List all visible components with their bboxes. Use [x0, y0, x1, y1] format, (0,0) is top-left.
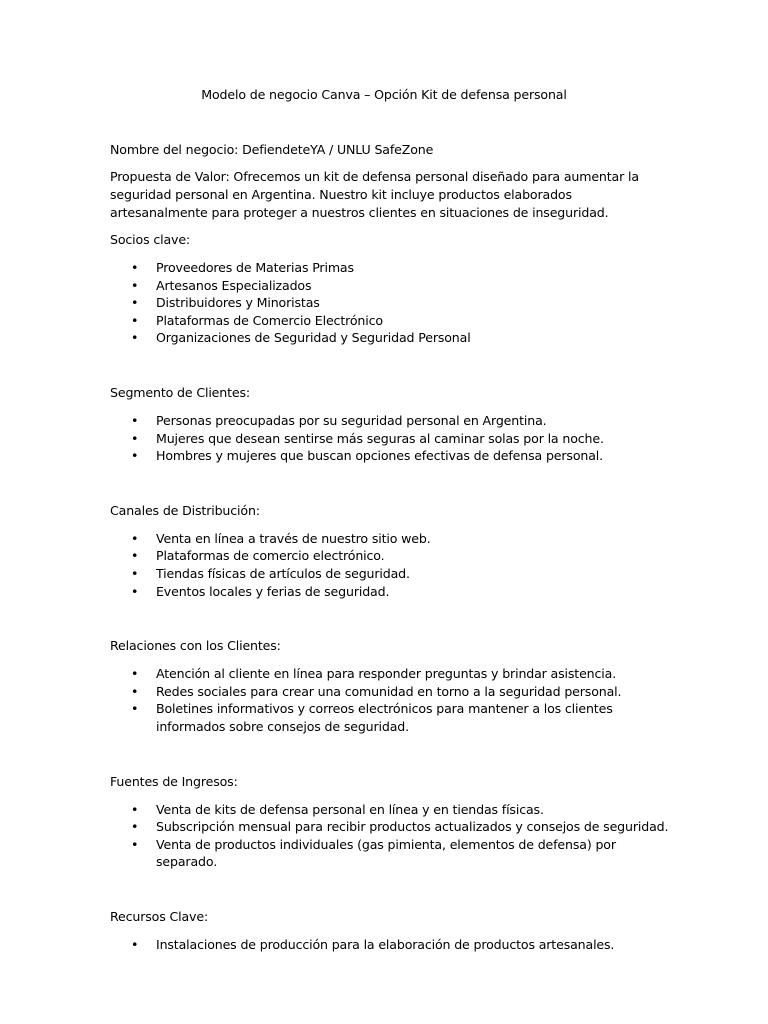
section-heading: Segmento de Clientes:	[110, 384, 250, 400]
bullet-icon: •	[131, 801, 139, 817]
list-item	[110, 447, 670, 465]
section-heading: Recursos Clave:	[110, 908, 209, 924]
list-item-text: Personas preocupadas por su seguridad personal en Argentina.	[156, 412, 547, 428]
bullet-icon: •	[131, 819, 139, 835]
list-item	[110, 565, 670, 583]
bullet-icon: •	[131, 295, 139, 311]
section	[110, 502, 670, 600]
list-item	[110, 259, 670, 277]
list-item	[110, 329, 670, 347]
list-item	[110, 547, 670, 565]
list-item-text: Eventos locales y ferias de seguridad.	[156, 583, 390, 599]
list-item-text: Venta en línea a través de nuestro sitio web.	[156, 530, 431, 546]
list-item-text: Proveedores de Materias Primas	[156, 260, 354, 275]
bullet-icon: •	[131, 548, 139, 564]
list-item-text: Atención al cliente en línea para responder preguntas y brindar asistencia.	[156, 666, 617, 682]
section-heading: Canales de Distribución:	[110, 502, 260, 518]
bullet-list	[110, 412, 670, 465]
section-heading: Relaciones con los Clientes:	[110, 638, 281, 654]
list-item	[110, 936, 670, 954]
list-item-text: Mujeres que desean sentirse más seguras al caminar solas por la noche.	[156, 430, 604, 446]
list-item-text: Hombres y mujeres que buscan opciones efectivas de defensa personal.	[156, 448, 603, 464]
list-item	[110, 818, 670, 836]
bullet-icon: •	[131, 412, 139, 428]
list-item-text: Instalaciones de producción para la elaboración de productos artesanales.	[156, 936, 615, 952]
list-item-text: Plataformas de Comercio Electrónico	[156, 312, 383, 328]
list-item-text: Organizaciones de Seguridad y Seguridad Personal	[156, 330, 471, 346]
list-item-text: Artesanos Especializados	[156, 277, 312, 293]
bullet-icon: •	[131, 277, 139, 293]
list-item	[110, 294, 670, 312]
sections-container	[110, 231, 670, 953]
list-item	[110, 801, 670, 819]
list-item	[110, 312, 670, 330]
bullet-icon: •	[131, 583, 139, 599]
list-item	[110, 530, 670, 548]
list-item-text: Venta de kits de defensa personal en línea y en tiendas físicas.	[156, 801, 544, 817]
list-item	[110, 700, 670, 735]
bullet-icon: •	[131, 683, 139, 699]
bullet-icon: •	[131, 565, 139, 581]
bullet-list	[110, 665, 670, 735]
bullet-icon: •	[131, 936, 139, 952]
list-item-text: Boletines informativos y correos electrónicos para mantener a los clientes informados sobre consejos de seguridad.	[156, 701, 613, 734]
section-heading: Socios clave:	[110, 232, 191, 247]
list-item-text: Redes sociales para crear una comunidad en torno a la seguridad personal.	[156, 683, 622, 699]
section	[110, 231, 670, 347]
list-item	[110, 665, 670, 683]
business-name: Nombre del negocio: DefiendeteYA / UNLU SafeZone	[110, 142, 434, 157]
list-item-text: Subscripción mensual para recibir productos actualizados y consejos de seguridad.	[156, 819, 669, 835]
section	[110, 908, 670, 954]
section	[110, 384, 670, 465]
value-proposition: Propuesta de Valor: Ofrecemos un kit de defensa personal diseñado para aumentar la seguridad personal en Argentina. Nuestro kit incluye productos elaborados artesanalmente para proteger a nuestros clientes en situaciones de inseguridad.	[110, 169, 639, 220]
bullet-icon: •	[131, 312, 139, 328]
bullet-icon: •	[131, 836, 139, 852]
bullet-icon: •	[131, 701, 139, 717]
list-item-text: Distribuidores y Minoristas	[156, 295, 320, 311]
list-item	[110, 583, 670, 601]
section	[110, 637, 670, 735]
list-item	[110, 836, 670, 871]
bullet-list	[110, 801, 670, 871]
bullet-icon: •	[131, 430, 139, 446]
bullet-icon: •	[131, 530, 139, 546]
bullet-icon: •	[131, 666, 139, 682]
list-item	[110, 412, 670, 430]
list-item-text: Plataformas de comercio electrónico.	[156, 548, 385, 564]
section-heading: Fuentes de Ingresos:	[110, 773, 238, 789]
list-item-text: Venta de productos individuales (gas pimienta, elementos de defensa) por separado.	[156, 836, 616, 870]
bullet-list	[110, 530, 670, 600]
document-title: Modelo de negocio Canva – Opción Kit de defensa personal	[201, 87, 567, 102]
list-item-text: Tiendas físicas de artículos de seguridad.	[156, 565, 410, 581]
bullet-list	[110, 936, 670, 954]
section	[110, 773, 670, 871]
bullet-icon: •	[131, 448, 139, 464]
document-body	[110, 141, 670, 990]
bullet-icon: •	[131, 260, 139, 275]
list-item	[110, 683, 670, 701]
bullet-icon: •	[131, 330, 139, 346]
list-item	[110, 277, 670, 295]
bullet-list	[110, 259, 670, 347]
list-item	[110, 430, 670, 448]
